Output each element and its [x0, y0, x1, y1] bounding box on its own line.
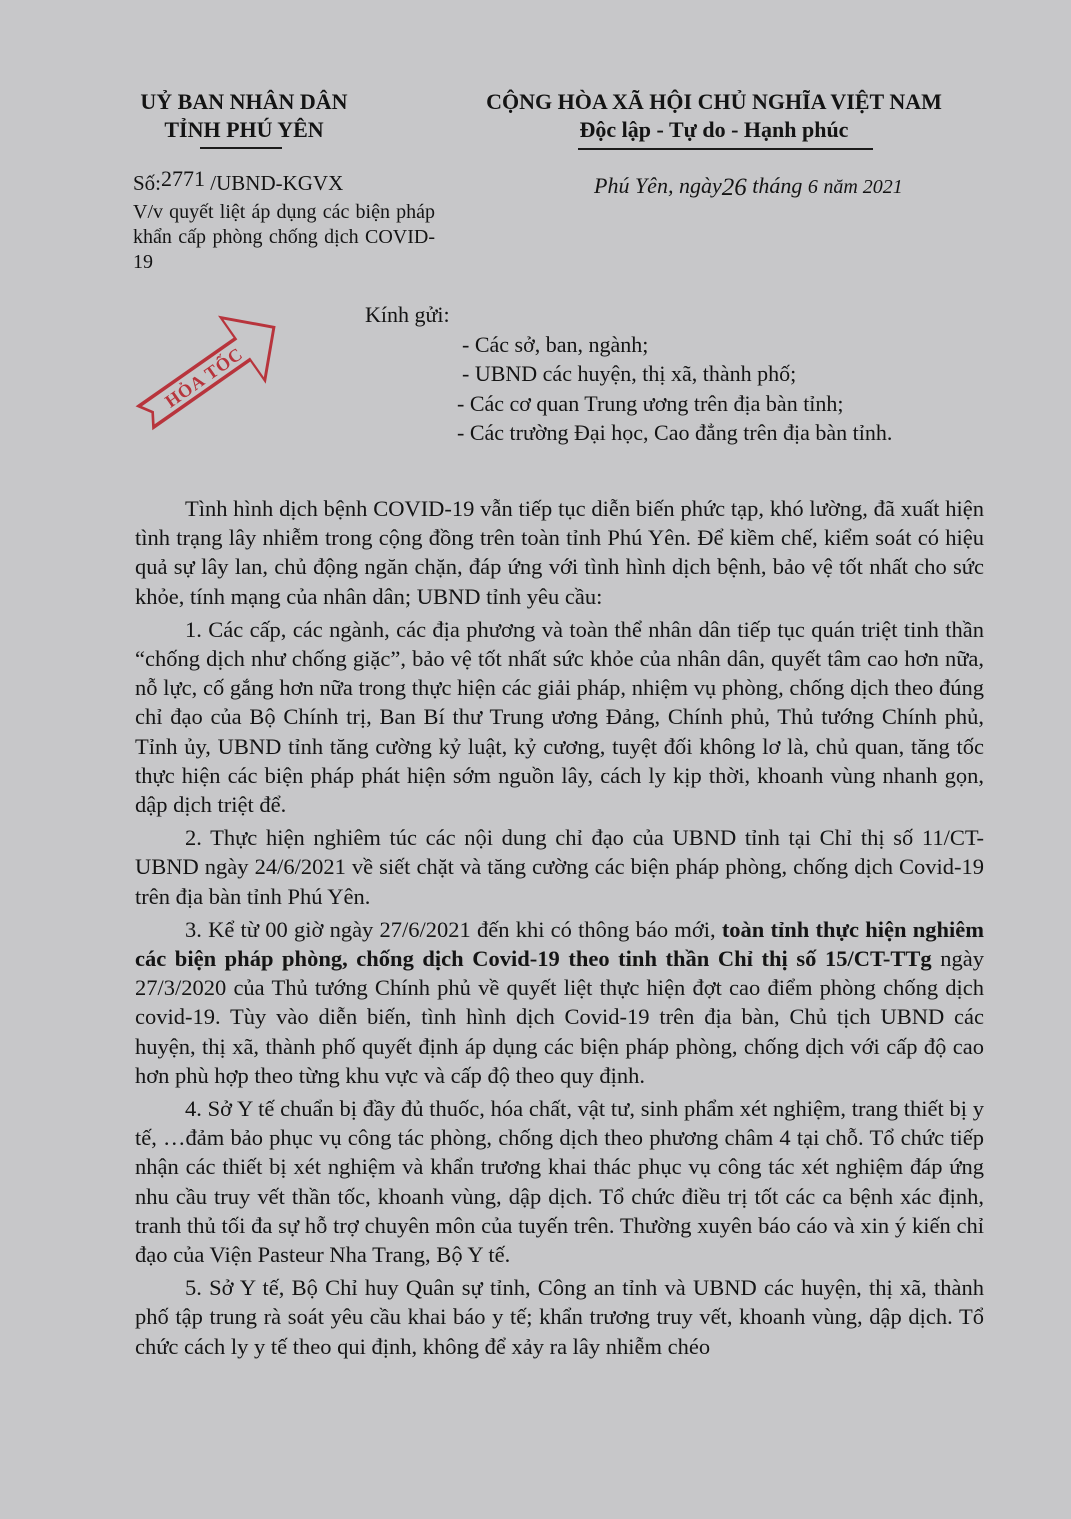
date-month: 6 — [807, 176, 818, 198]
paragraph-3 — [135, 915, 984, 1090]
recipients-label: Kính gửi: — [365, 302, 450, 327]
paragraph-1: 1. Các cấp, các ngành, các địa phương và toàn thể nhân dân tiếp tục quán triệt tinh thần “chống dịch như chống giặc”, bảo vệ tốt nhất sức khỏe của nhân dân, quyết tâm cao hơn nữa, nỗ lực, cố gắng hơn nữa trong thực hiện các giải pháp, nhiệm vụ phòng, chống dịch theo đúng chỉ đạo của Bộ Chính trị, Ban Bí thư Trung ương Đảng, Chính phủ, Thủ tướng Chính phủ, Tỉnh ủy, UBND tỉnh tăng cường kỷ luật, kỷ cương, tuyệt đối không lơ là, chủ quan, tăng tốc thực hiện các biện pháp phát hiện sớm nguồn lây, cách ly kịp thời, khoanh vùng nhanh gọn, dập dịch triệt để. — [135, 616, 984, 818]
document-body — [135, 494, 984, 1361]
recipients-block — [365, 300, 892, 448]
document-date — [594, 172, 903, 200]
org-underline — [200, 147, 282, 149]
paragraph-4: 4. Sở Y tế chuẩn bị đầy đủ thuốc, hóa chất, vật tư, sinh phẩm xét nghiệm, trang thiết bị y tế, …đảm bảo phục vụ công tác phòng, chống dịch theo phương châm 4 tại chỗ. Tổ chức tiếp nhận các thiết bị xét nghiệm và khẩn trương khai thác phục vụ công tác xét nghiệm đáp ứng nhu cầu truy vết thần tốc, khoanh vùng, dập dịch. Tổ chức điều trị tốt các ca bệnh xác định, tranh thủ tối đa sự hỗ trợ chuyên môn của tuyến trên. Thường xuyên báo cáo và xin ý kiến chỉ đạo của Viện Pasteur Nha Trang, Bộ Y tế. — [135, 1096, 984, 1268]
recipient-item: - Các cơ quan Trung ương trên địa bàn tỉnh; — [457, 390, 844, 416]
org-name-line2: TỈNH PHÚ YÊN — [164, 117, 324, 142]
nation-motto: Độc lập - Tự do - Hạnh phúc — [579, 117, 849, 142]
urgent-stamp — [130, 302, 290, 442]
date-place: Phú Yên, ngày — [594, 173, 722, 198]
date-day: 26 — [721, 174, 747, 201]
motto-underline — [578, 148, 873, 150]
nation-title: CỘNG HÒA XÃ HỘI CHỦ NGHĨA VIỆT NAM — [486, 89, 942, 114]
paragraph-2: 2. Thực hiện nghiêm túc các nội dung chỉ đạo của UBND tỉnh tại Chỉ thị số 11/CT-UBND ngày 24/6/2021 về siết chặt và tăng cường các biện pháp phòng, chống dịch Covid-19 trên địa bàn tỉnh Phú Yên. — [135, 825, 984, 909]
intro-paragraph: Tình hình dịch bệnh COVID-19 vẫn tiếp tục diễn biến phức tạp, khó lường, đã xuất hiện tình trạng lây nhiễm trong cộng đồng trên toàn tỉnh Phú Yên. Để kiềm chế, kiểm soát có hiệu quả sự lây lan, chủ động ngăn chặn, đáp ứng với tình hình dịch bệnh, bảo vệ tốt nhất cho sức khỏe, tính mạng của nhân dân; UBND tỉnh yêu cầu: — [135, 496, 984, 609]
paragraph-3-bold: toàn tỉnh thực hiện nghiêm các biện pháp phòng, chống dịch Covid-19 theo tinh thần Chỉ thị số 15/CT-TTg — [135, 916, 984, 972]
org-name-line1: UỶ BAN NHÂN DÂN — [140, 89, 348, 114]
date-month-label: tháng — [752, 173, 803, 198]
recipient-item: - Các sở, ban, ngành; — [462, 331, 649, 357]
date-year-label: năm 2021 — [823, 176, 903, 198]
recipient-item: - UBND các huyện, thị xã, thành phố; — [462, 361, 797, 386]
stamp-text: HỎA TỐC — [161, 343, 247, 412]
doc-number-value: 2771 — [161, 166, 206, 191]
paragraph-5: 5. Sở Y tế, Bộ Chỉ huy Quân sự tỉnh, Công an tỉnh và UBND các huyện, thị xã, thành phố tập trung rà soát yêu cầu khai báo y tế; khẩn trương truy vết, khoanh vùng, dập dịch. Tổ chức cách ly y tế theo qui định, không để xảy ra lây nhiễm chéo — [135, 1275, 984, 1359]
document-number — [133, 166, 344, 196]
recipient-item: - Các trường Đại học, Cao đẳng trên địa bàn tỉnh. — [457, 420, 893, 445]
doc-number-prefix: Số: — [133, 171, 162, 195]
paragraph-3-rest: ngày 27/3/2020 của Thủ tướng Chính phủ về quyết liệt thực hiện đợt cao điểm phòng chống dịch covid-19. Tùy vào diễn biến, tình hình dịch Covid-19 trên địa bàn, Chủ tịch UBND các huyện, thị xã, thành phố quyết định áp dụng các biện pháp phòng, chống dịch với cấp độ cao hơn phù hợp theo từng khu vực và cấp độ theo quy định. — [135, 946, 984, 1088]
paragraph-3-lead: 3. Kể từ 00 giờ ngày 27/6/2021 đến khi có thông báo mới, — [185, 916, 722, 942]
document-subject: V/v quyết liệt áp dụng các biện pháp khẩn cấp phòng chống dịch COVID-19 — [133, 201, 435, 273]
doc-number-suffix: /UBND-KGVX — [210, 171, 344, 195]
